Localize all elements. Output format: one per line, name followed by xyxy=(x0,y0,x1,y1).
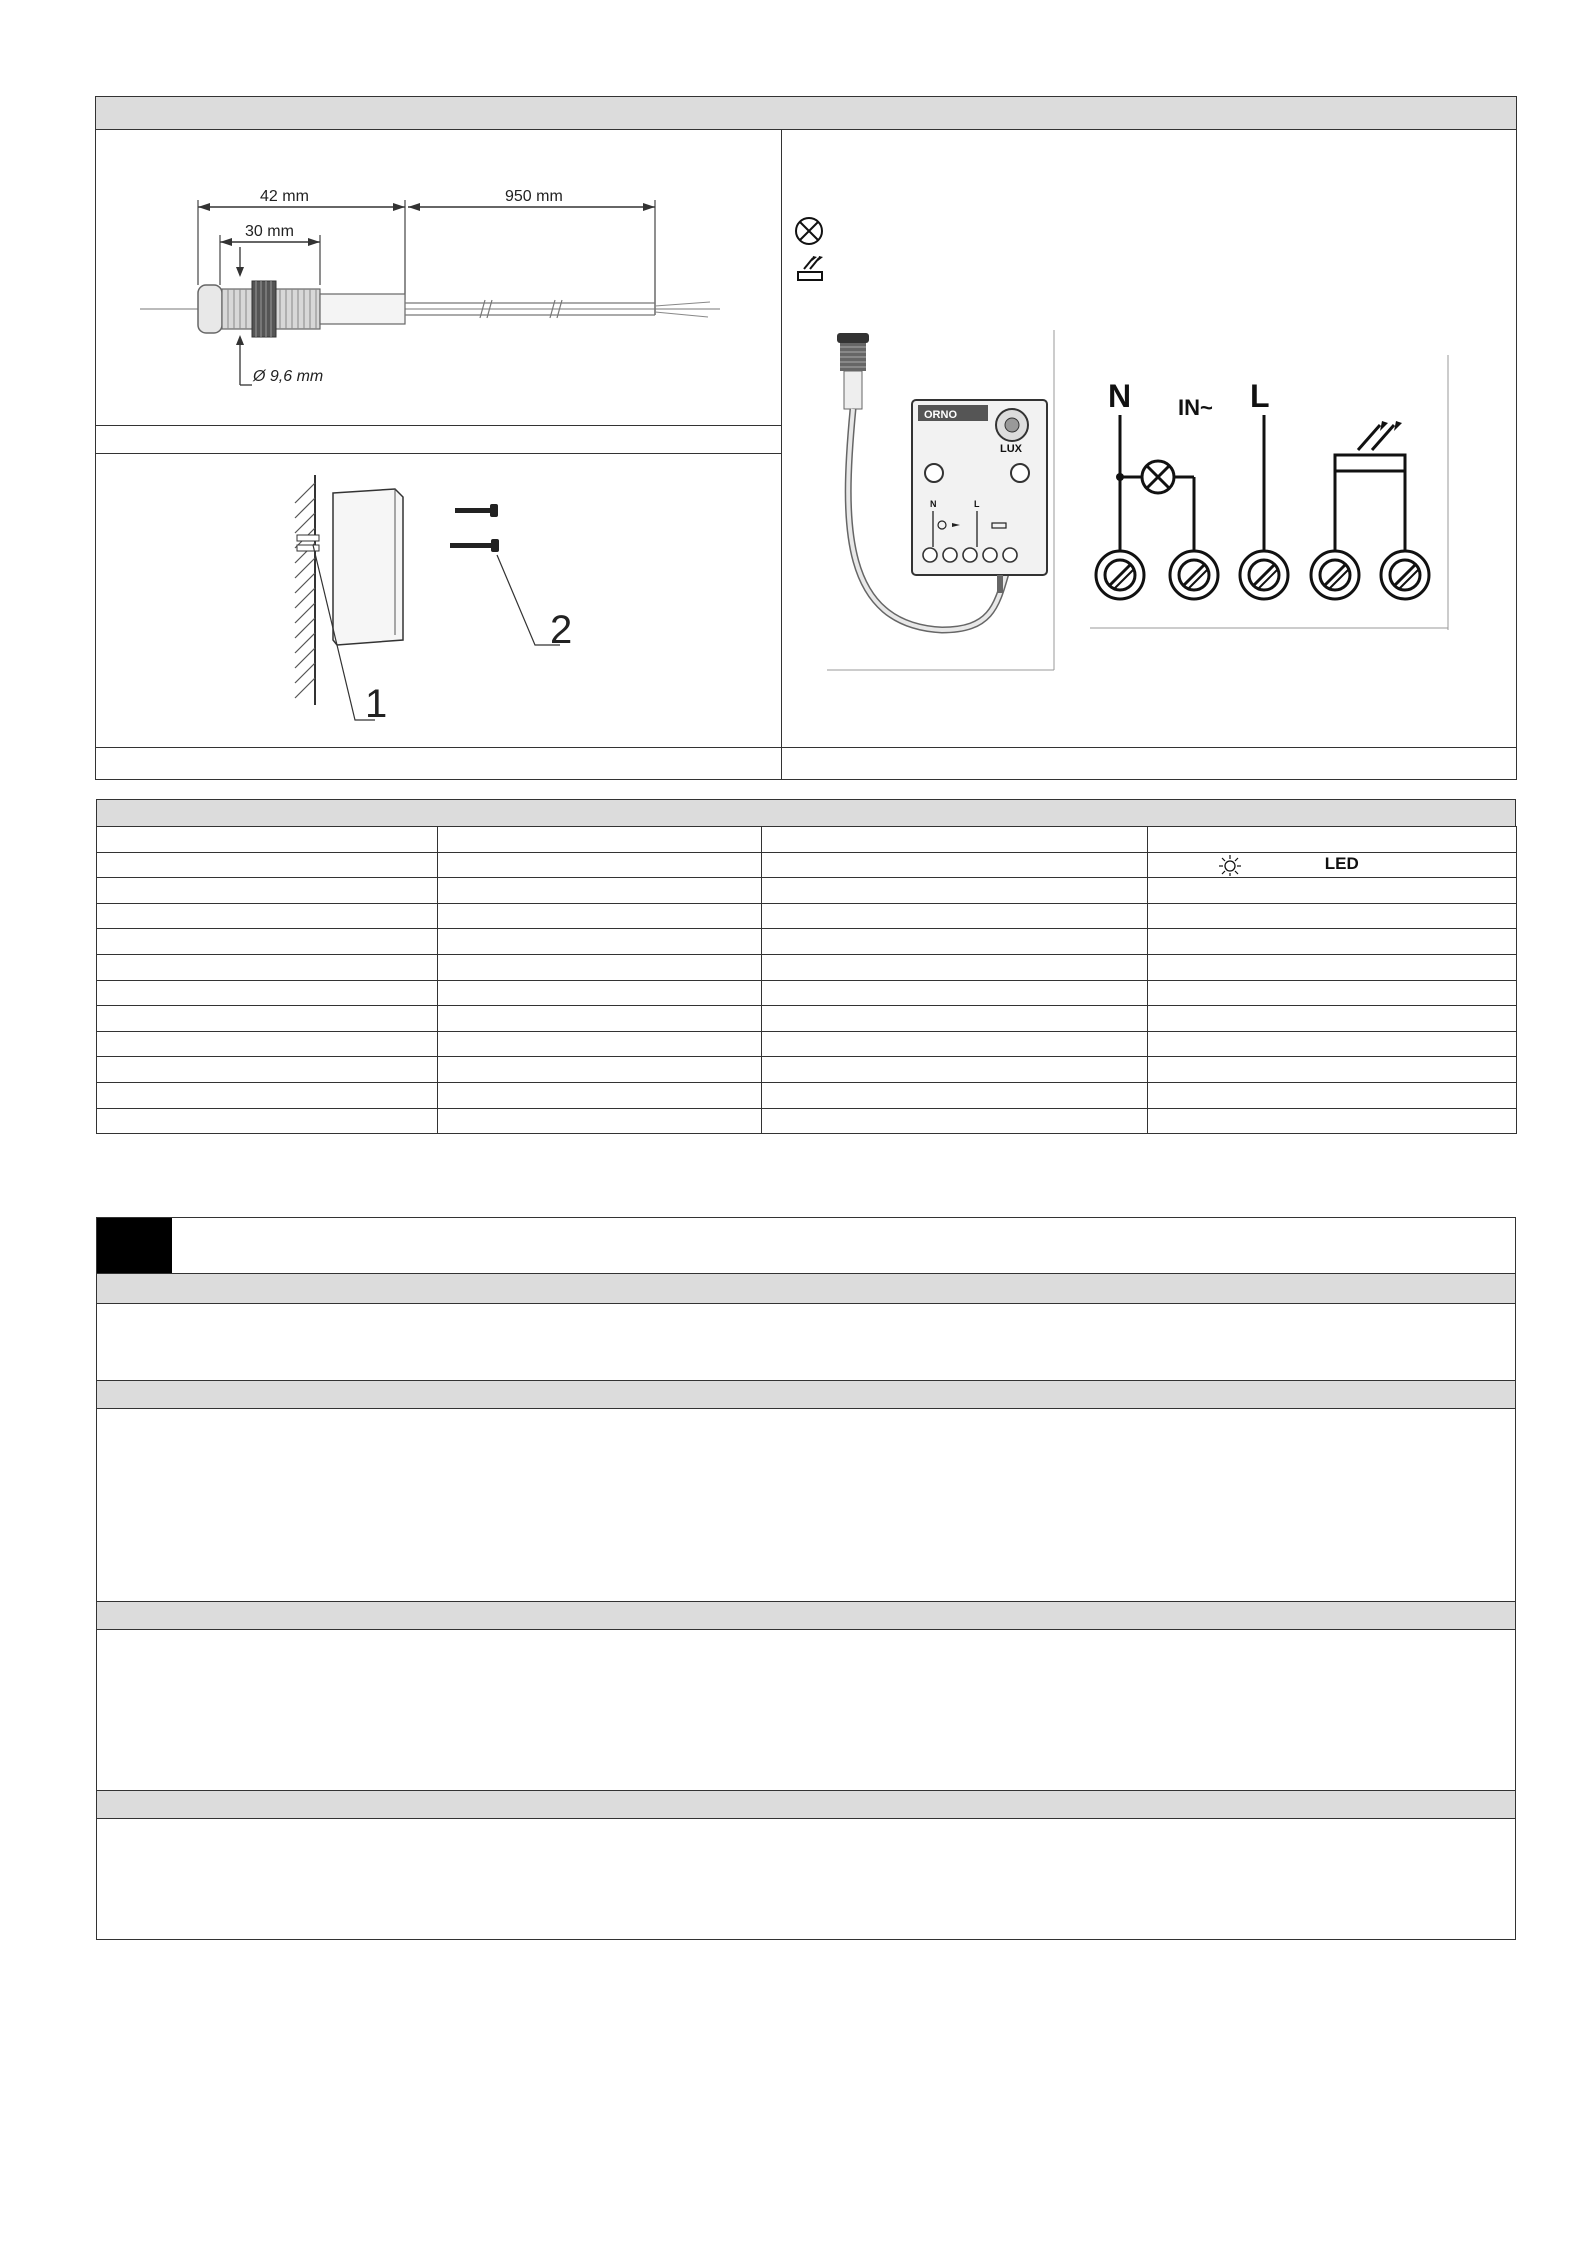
left-caption-line-top xyxy=(96,425,781,426)
section-body-1 xyxy=(97,1304,1515,1380)
table-row xyxy=(97,852,1517,878)
table-header-bar xyxy=(96,799,1516,827)
table-row xyxy=(97,878,1517,904)
section-body-3 xyxy=(97,1630,1515,1790)
section-header-1 xyxy=(97,1274,1515,1304)
schematic-label-n: N xyxy=(1108,378,1132,414)
dim-diameter-label: Ø 9,6 mm xyxy=(253,368,324,385)
table-row xyxy=(97,1108,1517,1134)
sun-icon xyxy=(1216,854,1244,876)
top-header-bar xyxy=(96,97,1516,130)
section-header-4 xyxy=(97,1791,1515,1819)
table-row xyxy=(97,1057,1517,1083)
schematic-label-l: L xyxy=(1250,378,1270,414)
callout-2: 2 xyxy=(550,608,573,652)
sensor-dimensions-drawing xyxy=(130,175,730,400)
device-brand: ORNO xyxy=(924,409,957,421)
table-row xyxy=(97,980,1517,1006)
left-caption-line-bottom xyxy=(96,453,781,454)
mini-label-l: L xyxy=(974,499,980,509)
section-body-4 xyxy=(97,1819,1515,1939)
top-column-divider xyxy=(781,130,782,780)
table-row xyxy=(97,954,1517,980)
section-body-2 xyxy=(97,1409,1515,1601)
table-row xyxy=(97,1082,1517,1108)
table-row xyxy=(97,1031,1517,1057)
lamp-icon xyxy=(793,215,825,247)
table-row xyxy=(97,1006,1517,1032)
device-drawing xyxy=(822,325,1062,675)
callout-1: 1 xyxy=(365,682,388,726)
wiring-schematic xyxy=(1090,355,1452,630)
table-row xyxy=(97,929,1517,955)
section-header-3 xyxy=(97,1602,1515,1630)
bottom-caption-line xyxy=(96,747,1516,748)
knob-label: LUX xyxy=(1000,443,1022,455)
section-header-2 xyxy=(97,1381,1515,1409)
led-label: LED xyxy=(1324,854,1359,874)
dim-950mm-label: 950 mm xyxy=(505,188,563,205)
led-cell xyxy=(1148,852,1517,878)
table-row xyxy=(97,903,1517,929)
schematic-label-in: IN~ xyxy=(1178,395,1213,420)
mounting-drawing xyxy=(285,465,595,735)
parameters-table xyxy=(96,826,1517,1134)
dim-30mm-label: 30 mm xyxy=(245,223,294,240)
dim-42mm-label: 42 mm xyxy=(260,188,309,205)
table-row xyxy=(97,827,1517,853)
photosensor-icon xyxy=(795,252,827,284)
mini-label-n: N xyxy=(930,499,937,509)
language-badge xyxy=(97,1218,172,1273)
